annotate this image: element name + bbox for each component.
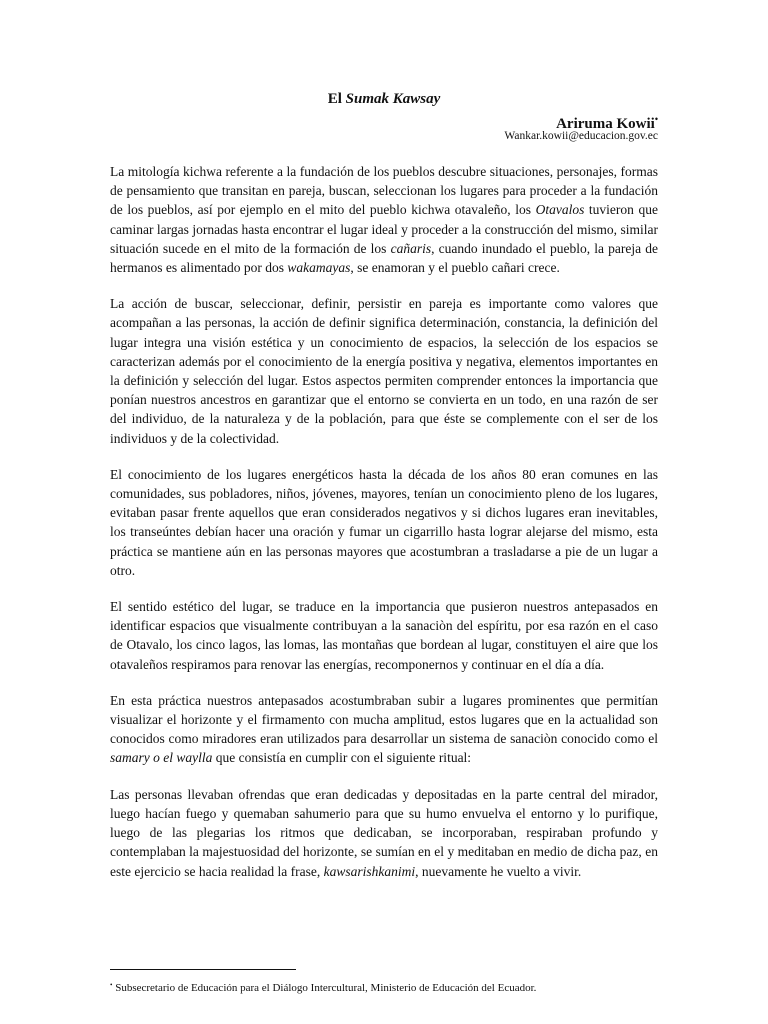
paragraph-4 (110, 597, 658, 674)
italic-term: kawsarishkanimi (323, 863, 416, 879)
paragraph-text: El conocimiento de los lugares energéticos hasta la década de los años 80 eran comunes en las comunidades, sus pobladores, niños, jóvenes, mayores, tenían un conocimiento pleno de los lugares, evitaban pasar frente aquellos que eran considerados negativos y si dichos lugares eran inevitables, los transeúntes debían hacer una oración y fumar un cigarrillo hasta lograr alejarse del mismo, esta práctica se mantiene aún en las personas mayores que acostumbran a trasladarse a pie de un lugar a otro. (110, 466, 658, 578)
paragraph-text: , nuevamente he vuelto a vivir. (415, 863, 582, 879)
paragraph-text: , cuando inundado el pueblo, la pareja de hermanos es alimentado por dos (110, 240, 659, 276)
paragraph-text: que consistía en cumplir con el siguiente ritual: (212, 750, 472, 766)
footnote (110, 978, 670, 995)
footnote-divider (110, 969, 296, 970)
italic-term: samary o el waylla (110, 750, 213, 766)
paragraph-2 (110, 294, 658, 448)
paragraph-3 (110, 465, 658, 580)
paragraph-text: La acción de buscar, seleccionar, definir, persistir en pareja es importante como valores que acompañan a las personas, la acción de definir significa determinación, constancia, la definición del lugar integra una visión estética y un conocimiento de espacios, la selección de los espacios se caracterizan además por el conocimiento de la energía positiva y negativa, elementos importantes en la definición y selección del lugar. Estos aspectos permiten comprender entonces la importancia que ponían nuestros ancestros en garantizar que el entorno se convierta en un todo, en una razón de ser del individuo, de la naturaleza y de la población, para que éste se complemente con el ser de los individuos y de la colectividad. (110, 296, 658, 446)
footnote-mark: • (110, 981, 113, 989)
paragraph-5 (110, 691, 658, 768)
italic-term: Otavalos (535, 202, 585, 218)
author-name-text: Ariruma Kowii (556, 116, 655, 132)
italic-term: wakamayas (287, 260, 351, 276)
paragraph-text: tuvieron que caminar largas jornadas hasta encontrar el lugar ideal y proceder a la construcción del mismo, similar situación sucede en el mito de la formación de los (110, 202, 658, 256)
paragraph-6 (110, 785, 658, 881)
document-title (0, 91, 768, 108)
paragraph-text: La mitología kichwa referente a la fundación de los pueblos descubre situaciones, personajes, formas de pensamiento que transitan en pareja, buscan, seleccionan los lugares para proceder a la fundación de los pueblos, así por ejemplo en el mito del pueblo kichwa otavaleño, los (110, 164, 658, 218)
paragraph-text: En esta práctica nuestros antepasados acostumbraban subir a lugares prominentes que permitían visualizar el horizonte y el firmamento con mucha amplitud, estos lugares que en la actualidad son conocidos como miradores eran utilizados para desarrollar un sistema de sanaciòn conocido como el (110, 692, 658, 747)
paragraph-1 (110, 162, 658, 277)
author-footnote-mark: • (654, 114, 658, 124)
paragraph-text: El sentido estético del lugar, se traduce en la importancia que pusieron nuestros antepasados en identificar espacios que visualmente contribuyan a la sanaciòn del espíritu, por esa razón en el caso de Otavalo, los cinco lagos, las lomas, las montañas que bordean al lugar, constituyen el aire que los otavaleños respiramos para renovar las energías, recomponernos y continuar en el día a día. (110, 599, 658, 672)
title-italic: Sumak Kawsay (345, 91, 441, 107)
italic-term: cañaris (390, 240, 432, 256)
title-prefix: El (327, 91, 346, 107)
document-body (110, 162, 658, 898)
paragraph-text: , se enamoran y el pueblo cañari crece. (350, 260, 560, 276)
author-email: Wankar.kowii@educacion.gov.ec (504, 130, 658, 142)
paragraph-text: Las personas llevaban ofrendas que eran dedicadas y depositadas en la parte central del mirador, luego hacían fuego y quemaban sahumerio para que su humo envuelva el entorno y lo purifique, luego de las plegarias los ritmos que dedicaban, se incorporaban, respiraban profundo y contemplaban la majestuosidad del horizonte, se sumían en el y meditaban en medio de dicha paz, en este ejercicio se hacia realidad la frase, (110, 786, 658, 879)
footnote-text: Subsecretario de Educación para el Diálogo Intercultural, Ministerio de Educación del Ecuador. (112, 982, 537, 994)
